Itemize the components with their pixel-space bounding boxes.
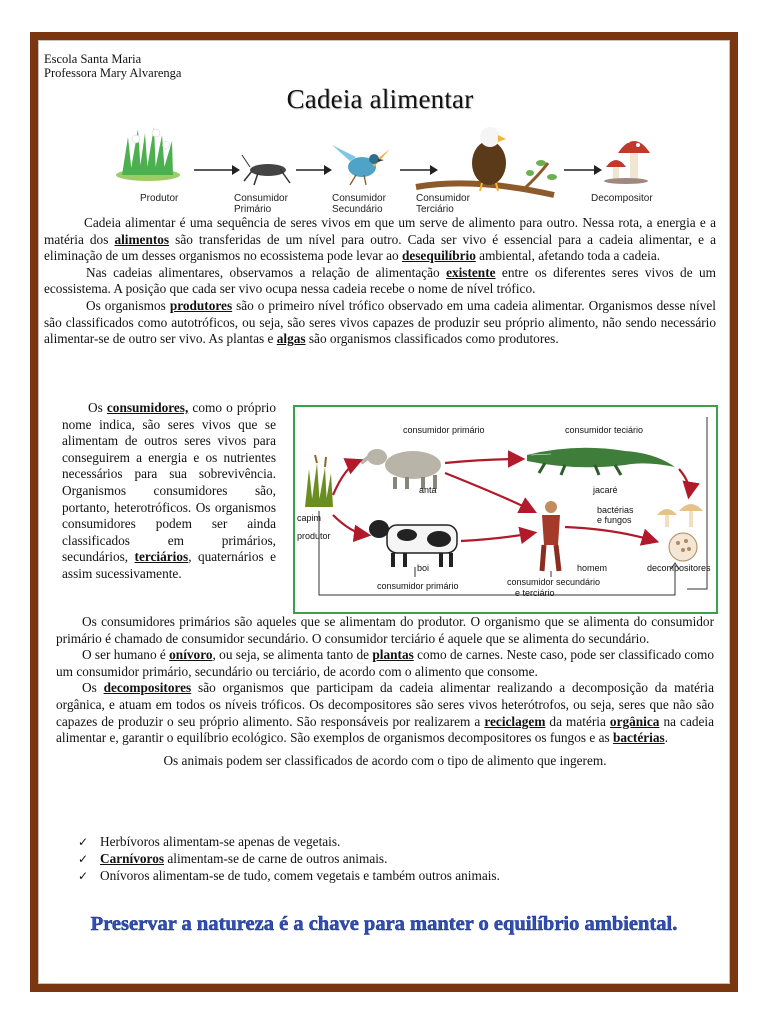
chain-label-terciario-1: Consumidor (416, 193, 470, 204)
paragraph-consumer-levels: Os consumidores primários são aqueles que se alimentam do produtor. O organismo que se alimenta do consumidor primário é chamado de consumidor secundário. O consumidor terciário é aquele que se alimenta do secundário. (56, 614, 714, 646)
keyword-bacterias: bactérias (612, 730, 665, 746)
text-run: Cadeia alimentar é uma sequência de seres vivos em que um serve de alimento para outro. Nessa rota, a energia e a matéria dos (44, 215, 716, 247)
keyword-terciarios: terciários (134, 549, 189, 565)
label-produtor: produtor (297, 531, 331, 541)
diet-list (78, 834, 500, 884)
paragraph-relations (44, 265, 716, 298)
arrow-icon (194, 165, 240, 175)
text-run: Os organismos (86, 297, 170, 313)
keyword-existente: existente (446, 264, 496, 280)
check-icon: ✓ (78, 851, 89, 866)
text-run: da matéria (545, 713, 610, 729)
food-web-diagram (293, 405, 718, 614)
arrow-icon (296, 165, 332, 175)
text-run: Nas cadeias alimentares, observamos a relação de alimentação (86, 264, 447, 280)
mushroom-icon (657, 504, 703, 561)
document-content (44, 52, 716, 348)
paragraph-decomposers (56, 680, 714, 746)
list-item-text: Onívoros alimentam-se de tudo, comem vegetais e também outros animais. (100, 867, 500, 883)
grass-icon (116, 127, 180, 181)
keyword-organica: orgânica (609, 713, 660, 729)
list-item-text: Herbívoros alimentam-se apenas de vegetais. (100, 834, 341, 849)
text-run: são transferidas de um nível para outro. Cada ser vivo é essencial para a cadeia alimentar, e a eliminação de um desses organismos no ecossistema pode levar ao (44, 231, 716, 264)
chain-label-secundario-1: Consumidor (332, 193, 386, 204)
grasshopper-icon (242, 155, 290, 185)
text-run: alimentam-se de carne de outros animais. (164, 850, 388, 866)
label-consumidor-secundario-1: consumidor secundário (507, 577, 601, 587)
bird-icon (332, 145, 390, 185)
slogan-text: Preservar a natureza é a chave para manter o equilíbrio ambiental. (90, 913, 678, 935)
text-run: ambiental, afetando toda a cadeia. (475, 248, 661, 264)
keyword-decompositores: decompositores (103, 680, 192, 696)
food-chain-illustration (44, 115, 716, 215)
arrow-icon (400, 165, 438, 175)
alligator-icon (527, 447, 675, 475)
eagle-icon (416, 127, 557, 195)
text-run: Os (82, 680, 104, 696)
text-run: na cadeia alimentar e, garantir o equilíbrio ecológico. São exemplos de organismos decompositores os fungos e as (56, 713, 714, 746)
paragraph-consumers (62, 400, 276, 583)
paragraph-producers (44, 298, 716, 348)
text-run: como de carnes. Neste caso, pode ser classificado como um consumidor primário, secundário ou terciário, de acordo com o alimento que consome. (56, 647, 714, 679)
keyword-alimentos: alimentos (114, 231, 170, 247)
list-item (78, 868, 500, 885)
teacher-name: Professora Mary Alvarenga (44, 66, 182, 80)
text-run: , quaternários e assim sucessivamente. (62, 549, 276, 581)
keyword-carnivoros: Carnívoros (100, 850, 165, 866)
text-run: são organismos classificados como produtores. (305, 331, 559, 347)
label-consumidor-primario-bottom: consumidor primário (377, 581, 459, 591)
school-name: Escola Santa Maria (44, 52, 142, 66)
label-decompositores: decompositores (647, 563, 711, 573)
text-run: como o próprio nome indica, são seres vivos que se alimentam de outros seres vivos para conseguirem a energia e os nutrientes necessários para sua sobrevivência. Organismos consumidores são, portanto, heterotróficos. Os organismos consumidores podem ser ainda classificados em primários, secundários, (62, 400, 276, 565)
label-anta: anta (419, 485, 437, 495)
text-run: entre os diferentes seres vivos de um ecossistema. A posição que cada ser vivo ocupa nessa cadeia recebe o nome de nível trófico. (44, 264, 716, 297)
grass-icon (305, 455, 333, 507)
arrow-icon (564, 165, 602, 175)
keyword-algas: algas (276, 331, 306, 347)
label-consumidor-primario-top: consumidor primário (403, 425, 485, 435)
paragraph-classification: Os animais podem ser classificados de acordo com o tipo de alimento que ingerem. (163, 752, 607, 768)
label-capim: capim (297, 513, 322, 523)
paragraph-intro (44, 215, 716, 265)
list-item (78, 851, 500, 868)
text-run: Os (88, 400, 107, 415)
chain-label-terciario-2: Terciário (416, 204, 454, 215)
label-jacare: jacaré (593, 485, 618, 495)
text-run: . (664, 730, 669, 746)
text-run: são organismos que participam da cadeia alimentar realizando a decomposição da matéria orgânica, e atuam em todos os níveis tróficos. Os decompositores são seres vivos heterótrofos, ou seja, seres que não são capazes de produzir o seu próprio alimento. São responsáveis por realizarem a (56, 680, 714, 729)
keyword-produtores: produtores (169, 297, 233, 313)
label-boi: boi (417, 563, 430, 573)
keyword-onivoro: onívoro (169, 647, 213, 663)
label-bacterias-1: bactérias (597, 505, 634, 515)
label-consumidor-secundario-2: e terciário (515, 588, 555, 598)
mushroom-icon (604, 139, 650, 184)
keyword-desequilibrio: desequilíbrio (401, 248, 476, 264)
slogan-banner (50, 906, 718, 936)
chain-label-produtor: Produtor (140, 193, 179, 204)
keyword-consumidores: consumidores, (106, 400, 189, 415)
label-homem: homem (577, 563, 608, 573)
text-run: são o primeiro nível trófico observado em uma cadeia alimentar. Organismos desse nível são classificados como autotróficos, ou seja, são seres vivos capazes de produzir seu próprio alimento, não sendo necessário alimentar-se de outro ser vivo. As plantas e (44, 297, 716, 347)
lower-text (56, 614, 714, 769)
chain-label-decompositor: Decompositor (591, 193, 653, 204)
chain-label-primario-2: Primário (234, 204, 272, 215)
paragraph-human (56, 647, 714, 680)
keyword-reciclagem: reciclagem (484, 713, 546, 729)
ox-icon (369, 520, 457, 567)
check-icon: ✓ (78, 868, 89, 883)
label-bacterias-2: e fungos (597, 515, 632, 525)
man-icon (542, 501, 560, 571)
food-web-svg (295, 407, 716, 612)
page-title: Cadeia alimentar (286, 84, 474, 114)
label-consumidor-terciario: consumidor teciário (565, 425, 644, 435)
list-item (78, 834, 500, 851)
chain-label-secundario-2: Secundário (332, 204, 383, 215)
chain-label-primario-1: Consumidor (234, 193, 288, 204)
tapir-icon (361, 449, 441, 489)
text-run: O ser humano é (82, 647, 170, 663)
check-icon: ✓ (78, 835, 89, 849)
list-item-text (100, 851, 387, 868)
keyword-plantas: plantas (372, 647, 414, 663)
text-run: , ou seja, se alimenta tanto de (212, 647, 373, 663)
